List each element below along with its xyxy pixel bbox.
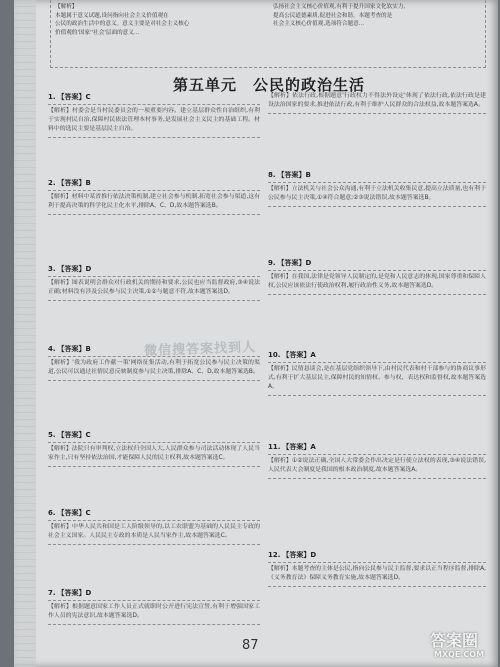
item-number: 4. xyxy=(48,345,56,353)
right-column xyxy=(268,92,486,620)
explanation: 【解析】民情恳谈会,是在基层党组织领导下,由村民代表和村干部参与的协商议事形式,有利于扩大基层民主,保障村民的知情权、参与权、表达权和监督权,故本题答案选A。 xyxy=(268,365,486,396)
book-page xyxy=(14,0,498,667)
item-number: 5. xyxy=(48,431,56,439)
answer-label: 【答案】B xyxy=(57,345,91,353)
answer-label: 【答案】C xyxy=(57,93,91,101)
answer-item xyxy=(268,258,486,350)
item-number: 11. xyxy=(268,443,281,451)
answer-item xyxy=(268,350,486,442)
top-box-right-column xyxy=(273,3,473,29)
answer-label: 【答案】D xyxy=(57,589,92,597)
answer-item xyxy=(268,550,486,620)
explanation: 【解析】依法行政,根据题意'行政权力不得法外设定'体现了依法行政,依法行政是建设法治国家的要求,推进依法行政,有利于维护人民群众的合法权益,故本题答案选A。 xyxy=(268,92,486,114)
watermark: 微信搜答案找到人 xyxy=(143,340,257,359)
answer-item xyxy=(48,178,260,264)
explanation: 【解析】立法机关与社会公众沟通,有利于立法机关收集民意,提高立法质量,也有利于公民参与民主决策,①④符合题意;②③说法错误,故本题答案选B。 xyxy=(268,185,486,207)
item-number: 3. xyxy=(48,265,56,273)
answer-item xyxy=(48,264,260,344)
unit-name: 公民的政治生活 xyxy=(253,76,366,94)
top-box-line: 价值观的'国家''社会'层面的意义... xyxy=(55,29,140,36)
answer-label: 【答案】A xyxy=(282,351,316,359)
explanation: 【解析】中华人民共和国是工人阶级领导的,以工农联盟为基础的人民民主专政的社会主义国家。人民民主专政的本质是人民当家作主,故本题答案选C。 xyxy=(48,523,260,545)
item-number: 10. xyxy=(268,351,281,359)
item-number: 9. xyxy=(268,259,276,267)
explanation: 【解析】①②说法正确,全国人大常委会作出决定是行使立法权的表现,③④说法错误,人民代表大会制度是我国的根本政治制度,故本题答案选A。 xyxy=(268,457,486,479)
answer-label: 【答案】A xyxy=(282,443,316,451)
explanation: 【解析】法院只有审判权,立法权归全国人大,人民群众参与司法活动体现了人民当家作主,只有坚持依法治国,才能保障人民的民主权利,故本题答案选C。 xyxy=(48,445,260,467)
item-number: 7. xyxy=(48,589,56,597)
item-number: 2. xyxy=(48,179,56,187)
answer-label: 【答案】B xyxy=(57,179,91,187)
explanation: 【解析】在我国,法律是党领导人民制定的,是党和人民意志的体现,国家尊重和保障人权,公民应该依法行使政治权利,履行政治性义务,故本题答案选D。 xyxy=(268,273,486,295)
left-column xyxy=(48,92,260,648)
page-number: 87 xyxy=(242,638,259,653)
top-box-line: 社会主义核心价值观,选项符合题意... xyxy=(273,21,365,28)
previous-page-edge xyxy=(14,0,36,667)
answer-item xyxy=(268,170,486,258)
item-number: 12. xyxy=(268,551,281,559)
top-box-line: 公民的政治生活中的意义。意义主要是对社会主义核心 xyxy=(55,21,190,28)
top-box-line: 提高公民道德素质,促进社会和谐。本题考查的是 xyxy=(273,12,393,19)
item-number: 1. xyxy=(48,93,56,101)
answer-label: 【答案】D xyxy=(282,551,317,559)
answer-label: 【答案】D xyxy=(57,265,92,273)
top-box-left-column xyxy=(55,3,255,37)
answer-label: 【答案】C xyxy=(57,431,91,439)
item-number: 8. xyxy=(268,171,276,179)
answer-item xyxy=(48,430,260,508)
explanation: 【解析】'我为政府工作献一策'网络征集活动,有利于拓宽公民参与民主决策的渠道,公民可以通过社情民意反映制度参与民主决策,排除A、C、D,故本题答案选B。 xyxy=(48,359,260,381)
explanation: 【解析】图表说明会群众对行政机关的期待和要求,公民也应当监督政府,③④说法正确;材料没有涉及公民参与民主决策,①②与题意不符,故本题答案选D。 xyxy=(48,279,260,301)
explanation: 【解析】材料中某省推行依法决策机制,建立社会参与机制,拓宽社会参与渠道,这有利于提高决策的科学化民主化水平,排除A、C、D,故本题答案选B。 xyxy=(48,193,260,215)
explanation: 【解析】村委会是当村民委员会的一项重要内容。建立基层群众性自治组织,有利于实现村民自治,保障村民依法管理本村事务,是发展社会主义民主的基础工程。材料中的选民主要是基层民主自治。 xyxy=(48,107,260,138)
answer-item xyxy=(48,92,260,178)
answer-item xyxy=(48,508,260,588)
answer-label: 【答案】D xyxy=(277,259,312,267)
explanation: 【解析】根据题意国家工作人员正式就职时公开进行宪法宣誓,有利于增强国家工作人员的宪法意识,故本题答案选D。 xyxy=(48,603,260,625)
top-box-line: 弘扬社会主义核心价值观,有利于提升国家文化软实力, xyxy=(273,4,406,10)
item-number: 6. xyxy=(48,509,56,517)
logo-url: MXQE.COM xyxy=(434,650,485,659)
top-answer-box xyxy=(50,0,486,68)
logo-text: 答案圈 xyxy=(430,631,479,650)
answer-item xyxy=(268,442,486,550)
unit-number: 第五单元 xyxy=(172,76,237,94)
answer-label: 【答案】C xyxy=(57,509,91,517)
answer-item xyxy=(268,92,486,170)
answer-label: 【答案】B xyxy=(277,171,311,179)
top-box-line: 本题属于意义试题,设问指向社会主义价值观在 xyxy=(55,12,169,19)
explanation: 【解析】本题考查的主体是公民,指向公民参与民主监督,要求以正当程序监督,排除A,《义务教育法》保障义务教育实施,故本题答案选D。 xyxy=(268,565,486,587)
site-logo xyxy=(424,628,498,664)
top-box-line: 【解析】 xyxy=(55,4,78,10)
answer-item xyxy=(48,588,260,648)
